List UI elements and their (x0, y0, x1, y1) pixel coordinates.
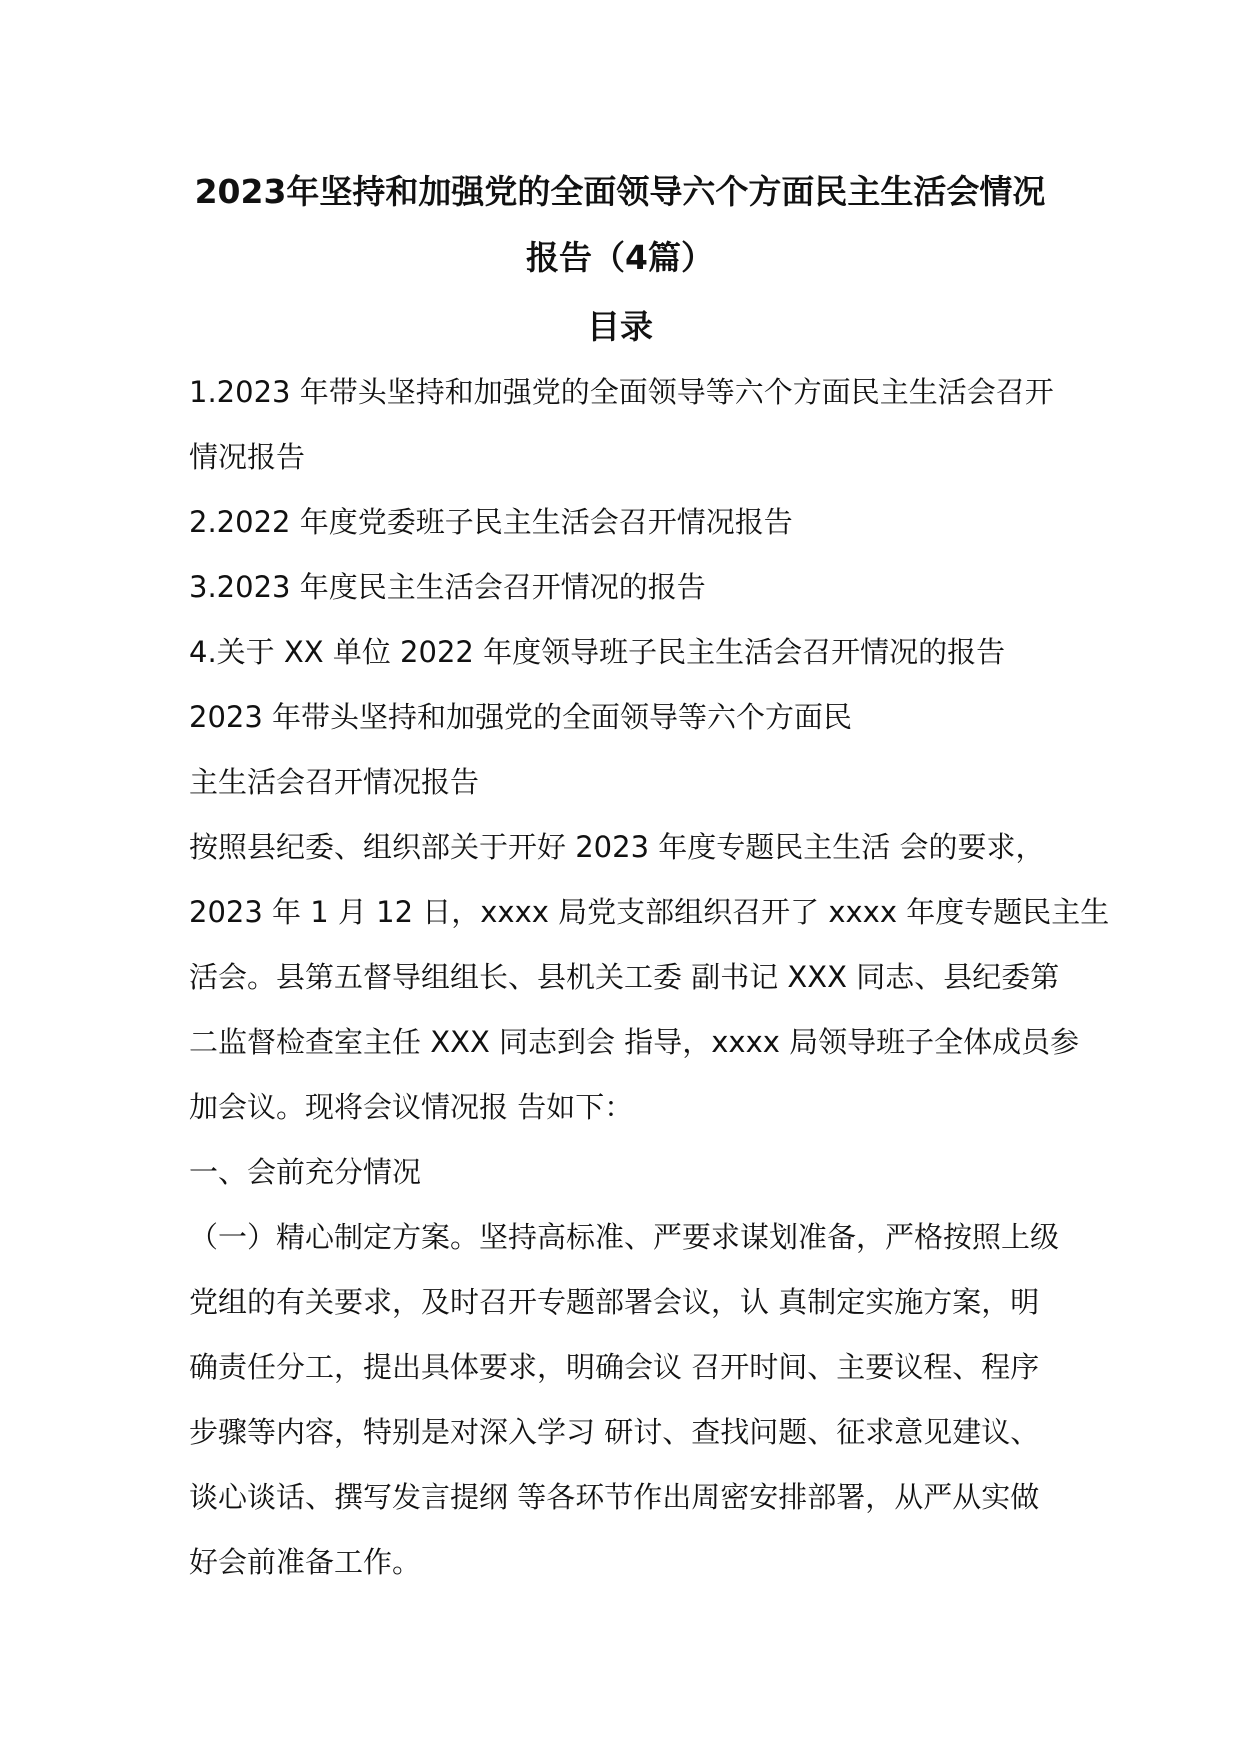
body-line: 党组的有关要求，及时召开专题部署会议，认 真制定实施方案，明 (189, 1285, 1040, 1319)
toc-item-2: 2.2022 年度党委班子民主生活会召开情况报告 (189, 505, 793, 539)
body-line: 步骤等内容，特别是对深入学习 研讨、查找问题、征求意见建议、 (189, 1415, 1040, 1449)
body-line: 二监督检查室主任 XXX 同志到会 指导，xxxx 局领导班子全体成员参 (189, 1025, 1080, 1059)
body-line: 谈心谈话、撰写发言提纲 等各环节作出周密安排部署，从严从实做 (189, 1480, 1040, 1514)
body-line: 2023 年 1 月 12 日，xxxx 局党支部组织召开了 xxxx 年度专题民主生 (189, 895, 1110, 929)
toc-item-1: 1.2023 年带头坚持和加强党的全面领导等六个方面民主生活会召开 (189, 375, 1054, 409)
body-line: （一）精心制定方案。坚持高标准、严要求谋划准备，严格按照上级 (189, 1220, 1060, 1254)
body-line: 好会前准备工作。 (189, 1545, 422, 1579)
body-line: 加会议。现将会议情况报 告如下： (189, 1090, 634, 1124)
document-title-line-1: 2023年坚持和加强党的全面领导六个方面民主生活会情况 (194, 172, 1046, 211)
section-heading-line-1: 2023 年带头坚持和加强党的全面领导等六个方面民 (189, 700, 853, 734)
toc-heading: 目录 (587, 307, 653, 346)
section-heading-line-2: 主生活会召开情况报告 (189, 765, 480, 799)
subsection-heading: 一、会前充分情况 (189, 1155, 422, 1189)
toc-item-4: 4.关于 XX 单位 2022 年度领导班子民主生活会召开情况的报告 (189, 635, 1006, 669)
body-line: 按照县纪委、组织部关于开好 2023 年度专题民主生活 会的要求， (189, 830, 1045, 864)
document-title-line-2: 报告（4篇） (526, 238, 714, 277)
body-line: 活会。县第五督导组组长、县机关工委 副书记 XXX 同志、县纪委第 (189, 960, 1060, 994)
toc-item-1-continued: 情况报告 (189, 440, 306, 474)
body-line: 确责任分工，提出具体要求，明确会议 召开时间、主要议程、程序 (189, 1350, 1040, 1384)
toc-item-3: 3.2023 年度民主生活会召开情况的报告 (189, 570, 706, 604)
